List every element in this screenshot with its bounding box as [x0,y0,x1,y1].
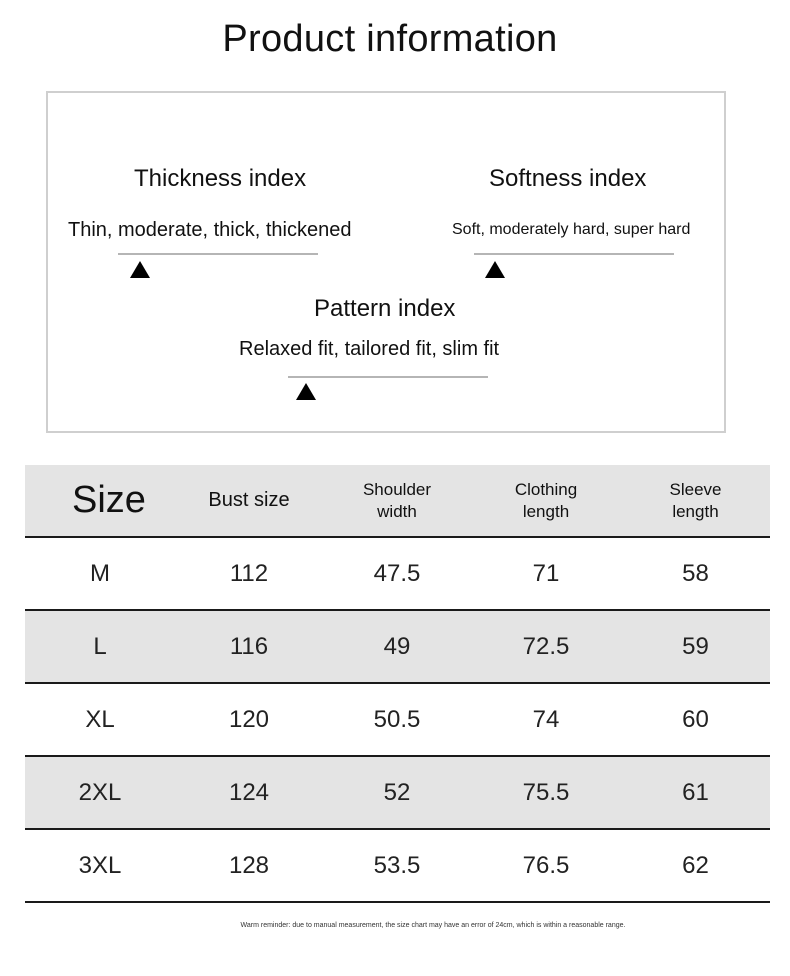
cell-sleeve-length: 60 [621,683,770,756]
cell-bust: 120 [175,683,323,756]
measurement-reminder: Warm reminder: due to manual measurement, the size chart may have an error of 24cm, which is within a reasonable range. [240,922,626,929]
pattern-index-title: Pattern index [314,295,456,322]
size-table-header-row [25,465,770,537]
softness-indicator-icon [485,261,505,278]
cell-sleeve-length: 59 [621,610,770,683]
table-row [25,683,770,756]
cell-size: 2XL [25,756,175,829]
cell-shoulder: 53.5 [323,829,471,902]
cell-shoulder: 47.5 [323,537,471,610]
pattern-index-options: Relaxed fit, tailored fit, slim fit [239,338,500,360]
cell-size: L [25,610,175,683]
table-row [25,610,770,683]
thickness-index-scale [118,253,318,255]
header-sleeve-length-label: Sleeve length [669,479,722,521]
cell-clothing-length: 72.5 [471,610,621,683]
cell-size: 3XL [25,829,175,902]
cell-bust: 116 [175,610,323,683]
softness-index-title: Softness index [489,165,647,192]
thickness-index-options: Thin, moderate, thick, thickened [68,219,352,241]
table-row [25,537,770,610]
page-title: Product information [222,18,558,60]
pattern-index-scale [288,376,488,378]
cell-clothing-length: 76.5 [471,829,621,902]
header-shoulder-width [323,465,471,537]
cell-size: M [25,537,175,610]
pattern-indicator-icon [296,383,316,400]
cell-clothing-length: 75.5 [471,756,621,829]
cell-sleeve-length: 61 [621,756,770,829]
thickness-index-title: Thickness index [134,165,307,192]
cell-sleeve-length: 58 [621,537,770,610]
table-row [25,829,770,902]
table-row [25,756,770,829]
cell-clothing-length: 74 [471,683,621,756]
softness-index-scale [474,253,674,255]
product-index-panel [46,91,726,433]
cell-shoulder: 50.5 [323,683,471,756]
header-shoulder-width-label: Shoulder width [362,479,432,521]
cell-bust: 124 [175,756,323,829]
header-sleeve-length [621,465,770,537]
header-clothing-length [471,465,621,537]
header-size: Size [25,465,175,537]
cell-sleeve-length: 62 [621,829,770,902]
thickness-indicator-icon [130,261,150,278]
softness-index-options: Soft, moderately hard, super hard [452,221,691,238]
cell-bust: 112 [175,537,323,610]
header-bust-size: Bust size [175,465,323,537]
cell-bust: 128 [175,829,323,902]
cell-shoulder: 52 [323,756,471,829]
cell-shoulder: 49 [323,610,471,683]
size-chart-table [25,465,770,903]
cell-clothing-length: 71 [471,537,621,610]
header-clothing-length-label: Clothing length [514,479,578,521]
cell-size: XL [25,683,175,756]
